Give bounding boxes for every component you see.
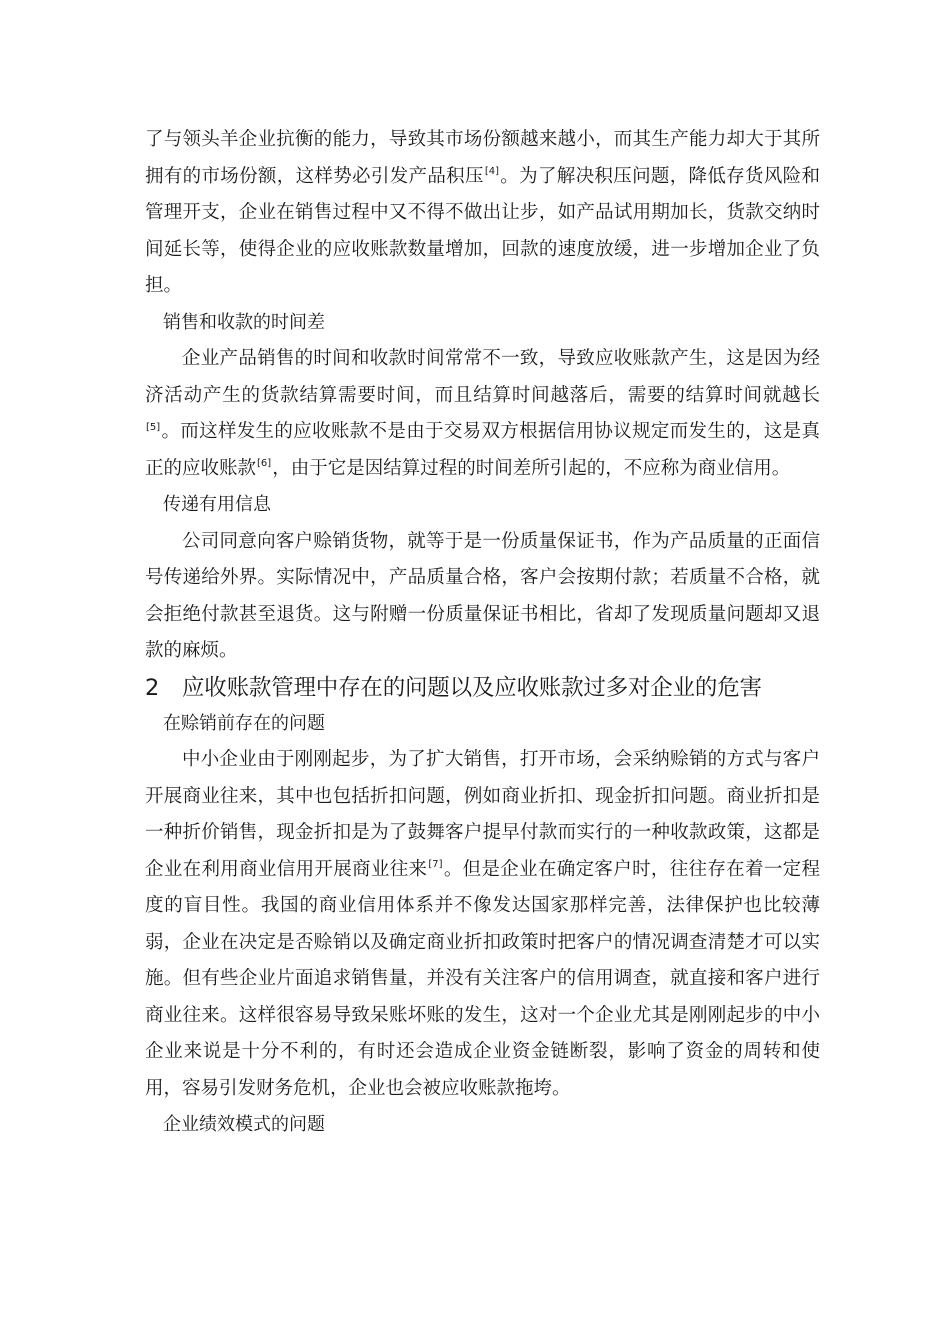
subheading-time-gap: 销售和收款的时间差	[163, 311, 325, 333]
document-body	[145, 122, 820, 1144]
paragraph-signal: 公司同意向客户赊销货物，就等于是一份质量保证书，作为产品质量的正面信号传递给外界。实际情况中，产品质量合格，客户会按期付款；若质量不合格，就会拒绝付款甚至退货。这与附赠一份质量保证书相比，省却了发现质量问题却又退款的麻烦。	[145, 530, 820, 661]
paragraph-text: 了与领头羊企业抗衡的能力，导致其市场份额越来越小，而其生产能力却大于其所拥有的市场份额，这样势必引发产品积压	[145, 129, 820, 187]
paragraph-text: 中小企业由于刚刚起步，为了扩大销售，打开市场，会采纳赊销的方式与客户开展商业往来，其中也包括折扣问题，例如商业折扣、现金折扣问题。商业折扣是一种折价销售，现金折扣是为了鼓舞客户提早付款而实行的一种收款政策，这都是企业在利用商业信用开展商业往来	[145, 749, 820, 880]
citation-ref: [7]	[428, 859, 443, 870]
paragraph-text: 。为了解决积压问题，降低存货风险和管理开支，企业在销售过程中又不得不做出让步，如产品试用期加长，货款交纳时间延长等，使得企业的应收账款数量增加，回款的速度放缓，进一步增加企业了负担。	[145, 165, 820, 296]
paragraph-text: 。而这样发生的应收账款不是由于交易双方根据信用协议规定而发生的，这是真正的应收账款	[145, 421, 820, 479]
citation-ref: [4]	[484, 166, 499, 177]
section-title: 应收账款管理中存在的问题以及应收账款过多对企业的危害	[182, 674, 762, 701]
citation-ref: [5]	[146, 421, 161, 433]
paragraph-text: 企业产品销售的时间和收款时间常常不一致，导致应收账款产生，这是因为经济活动产生的货款结算需要时间，而且结算时间越落后，需要的结算时间就越长	[145, 348, 820, 406]
paragraph-time-gap	[145, 341, 820, 487]
paragraph-text: 。但是企业在确定客户时，往往存在着一定程度的盲目性。我国的商业信用体系并不像发达国家那样完善，法律保护也比较薄弱，企业在决定是否赊销以及确定商业折扣政策时把客户的情况调查清楚才可以实施。但有些企业片面追求销售量，并没有关注客户的信用调查，就直接和客户进行商业往来。这样很容易导致呆账坏账的发生，这对一个企业尤其是刚刚起步的中小企业来说是十分不利的，有时还会造成企业资金链断裂，影响了资金的周转和使用，容易引发财务危机，企业也会被应收账款拖垮。	[145, 858, 820, 1099]
paragraph-text: ，由于它是因结算过程的时间差所引起的，不应称为商业信用。	[272, 457, 791, 479]
subheading-performance: 企业绩效模式的问题	[163, 1114, 325, 1135]
section-number: 2	[145, 674, 160, 701]
paragraph-market-share	[145, 122, 820, 305]
citation-ref: [6]	[257, 458, 272, 469]
subheading-before-credit: 在赊销前存在的问题	[163, 712, 325, 734]
subheading-signal: 传递有用信息	[163, 494, 271, 515]
section-heading	[145, 670, 820, 706]
paragraph-before-credit	[145, 742, 820, 1107]
